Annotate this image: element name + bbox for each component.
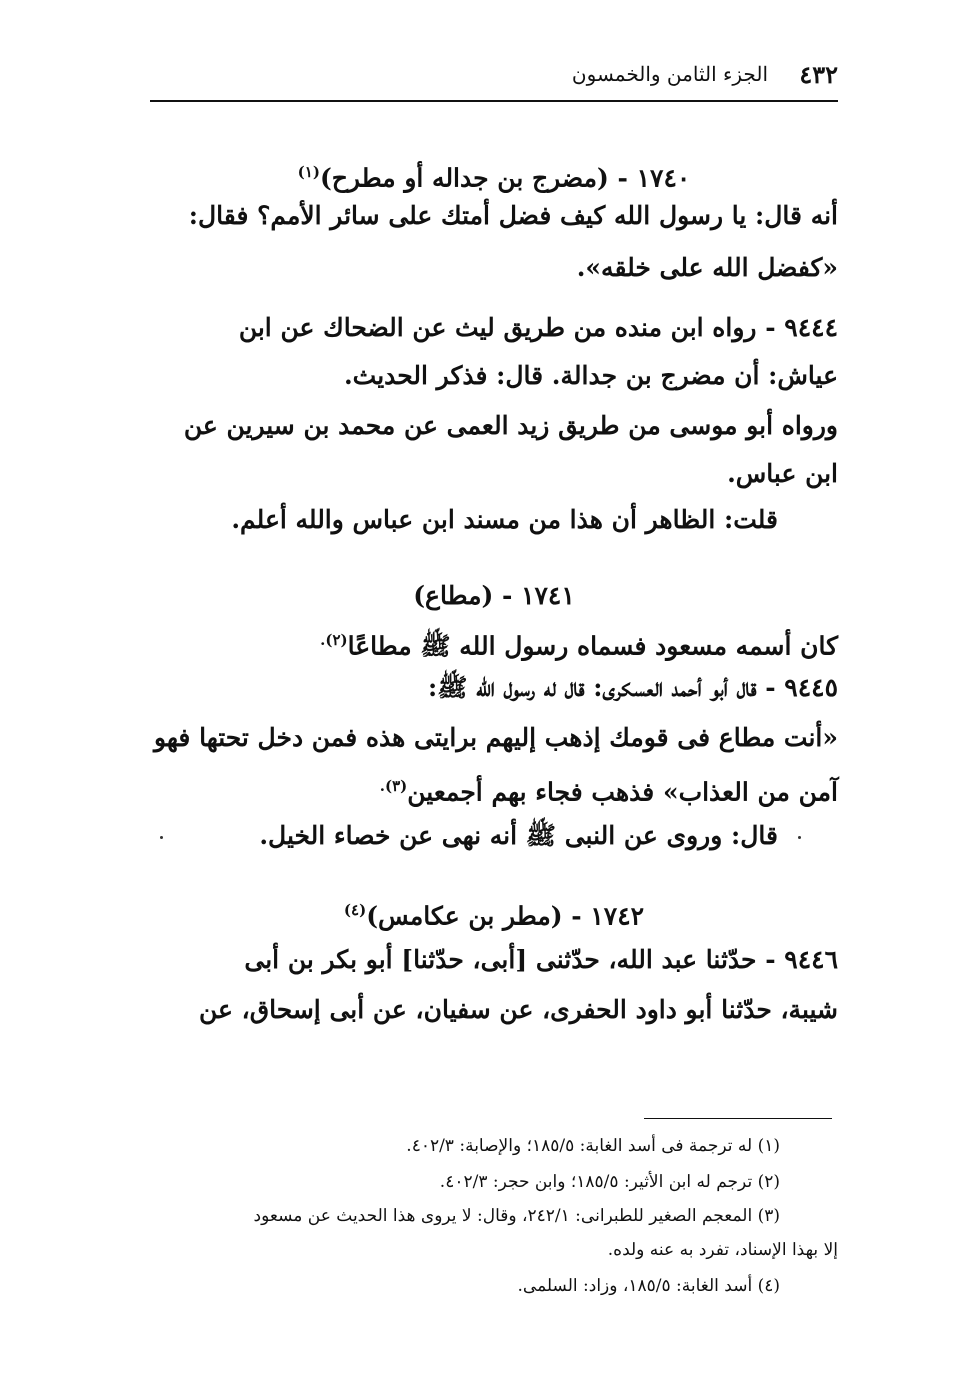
- footnote: (٣) المعجم الصغير للطبرانى: ٢٤٢/١، وقال: لا يروى هذا الحديث عن مسعود: [253, 1206, 780, 1226]
- text-line: قلت: الظاهر أن هذا من مسند ابن عباس والله أعلم.: [231, 505, 778, 534]
- text-line: ٩٤٤٥ - قال أبو أحمد العسكرى: قال له رسول الله ﷺ:: [427, 673, 838, 702]
- text-line: ابن عباس.: [727, 459, 838, 488]
- text-line: ورواه أبو موسى من طريق زيد العمى عن محمد بن سيرين عن: [183, 411, 838, 440]
- text-line: شيبة، حدّثنا أبو داود الحفرى، عن سفيان، عن أبى إسحاق، عن: [198, 995, 838, 1024]
- text-line: ٩٤٤٤ - رواه ابن منده من طريق ليث عن الضحاك عن ابن: [238, 313, 838, 342]
- footnote: إلا بهذا الإسناد، تفرد به عنه ولده.: [607, 1240, 838, 1260]
- page-number: ٤٣٢: [799, 60, 838, 89]
- text-line: أنه قال: يا رسول الله كيف فضل أمتك على سائر الأمم؟ فقال:: [188, 201, 838, 230]
- entry-heading-text: ١٧٤٠ - (مضرج بن جداله أو مطرح): [319, 163, 691, 193]
- text-line: عياش: أن مضرج بن جدالة. قال: فذكر الحديث.: [343, 361, 838, 390]
- footnote-ref: (٤): [343, 901, 367, 919]
- footnote-ref: (١): [297, 163, 320, 181]
- entry-heading-1741: ١٧٤١ - (مطاع): [413, 581, 575, 610]
- entry-heading-text: ١٧٤٢ - (مطر بن عكامس): [366, 901, 645, 931]
- footnote: (١) له ترجمة فى أسد الغابة: ١٨٥/٥؛ والإصابة: ٤٠٢/٣.: [406, 1136, 780, 1156]
- running-title: الجزء الثامن والخمسون: [571, 62, 768, 86]
- text-line: قال: وروى عن النبى ﷺ أنه نهى عن خصاء الخيل.: [259, 821, 778, 850]
- running-header: [150, 56, 838, 100]
- footnote: (٤) أسد الغابة: ١٨٥/٥، وزاد: السلمى.: [517, 1276, 780, 1296]
- text-line: «أنت مطاع فى قومك إذهب إليهم برايتى هذه فمن دخل تحتها فهو: [153, 723, 838, 752]
- entry-intro: كان أسمه مسعود فسماه رسول الله ﷺ مطاعًا: [347, 631, 838, 661]
- footnote-ref: (٣).: [379, 777, 408, 795]
- header-rule: [150, 100, 838, 102]
- footnote-rule: [644, 1118, 832, 1119]
- text-line-end: آمن من العذاب» فذهب فجاء بهم أجمعين: [407, 777, 838, 807]
- footnote-ref: (٢).: [320, 631, 348, 649]
- text-line: ٩٤٤٦ - حدّثنا عبد الله، حدّثنى [أبى، حدّثنا] أبو بكر بن أبى: [244, 945, 838, 974]
- text-line: «كفضل الله على خلقه».: [576, 253, 838, 282]
- footnote: (٢) ترجم له ابن الأثير: ١٨٥/٥؛ وابن حجر: ٤٠٢/٣.: [439, 1172, 780, 1192]
- scan-speck: [798, 836, 801, 839]
- scan-speck: [160, 836, 163, 839]
